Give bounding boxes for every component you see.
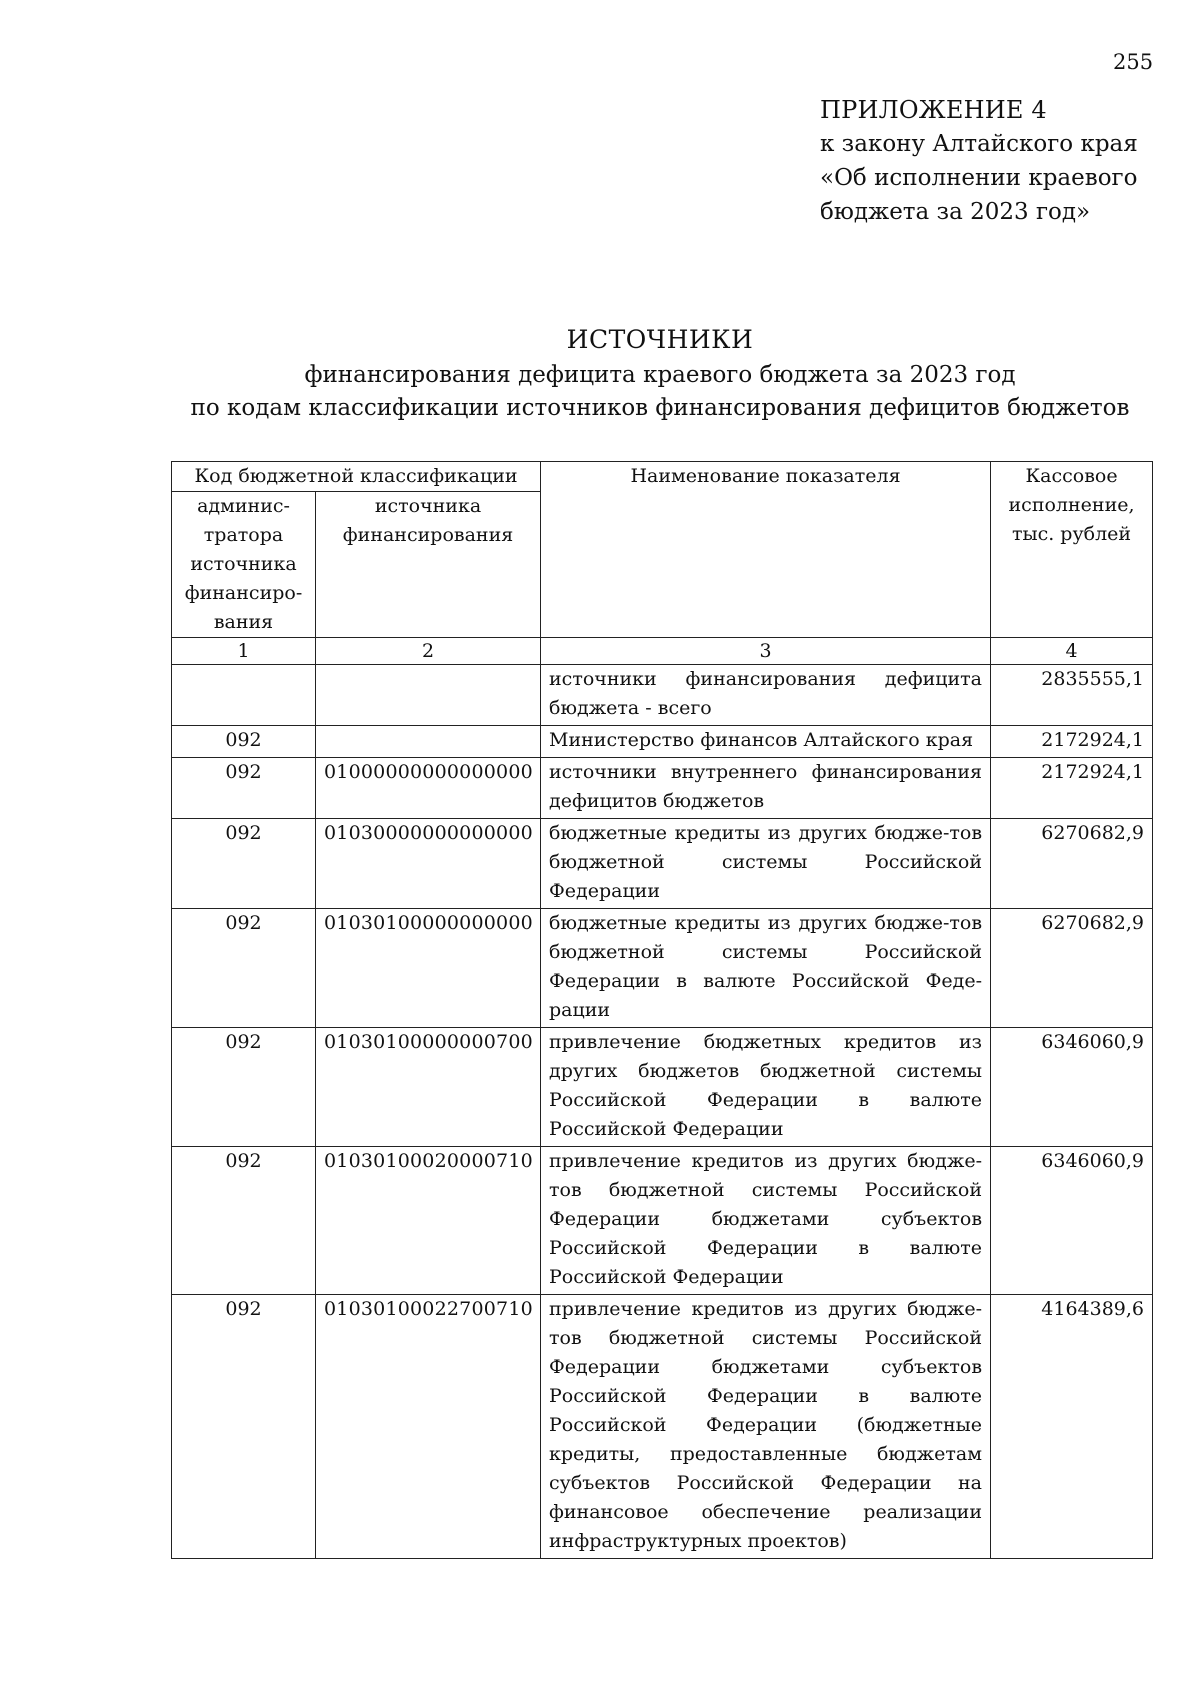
table-row <box>172 665 1153 726</box>
source-code-cell: 01030100020000710 <box>316 1147 541 1295</box>
admin-code-cell: 092 <box>172 726 316 758</box>
document-subtitle: финансирования дефицита краевого бюджета за 2023 год <box>304 362 1016 388</box>
indicator-name-cell: источники финансирования дефицита бюджета - всего <box>541 665 991 726</box>
indicator-name-cell: источники внутреннего финансирования дефицитов бюджетов <box>541 758 991 819</box>
amount-cell: 6270682,9 <box>991 909 1153 1028</box>
table-row <box>172 726 1153 758</box>
appendix-title: ПРИЛОЖЕНИЕ 4 <box>820 96 1047 124</box>
amount-cell: 6346060,9 <box>991 1147 1153 1295</box>
amount-cell: 2835555,1 <box>991 665 1153 726</box>
header-sum: Кассовое исполнение, тыс. рублей <box>991 462 1153 638</box>
sources-table <box>171 461 1153 1559</box>
source-code-cell: 01030100000000000 <box>316 909 541 1028</box>
indicator-name-cell: бюджетные кредиты из других бюдже-тов бюджетной системы Российской Федерации в валюте Российской Феде-рации <box>541 909 991 1028</box>
column-number: 4 <box>991 638 1153 665</box>
amount-cell: 4164389,6 <box>991 1295 1153 1559</box>
amount-cell: 2172924,1 <box>991 758 1153 819</box>
header-admin: админис-тратора источника финансиро-вания <box>172 492 316 638</box>
appendix-line: бюджета за 2023 год» <box>820 199 1091 225</box>
indicator-name-cell: привлечение кредитов из других бюдже-тов бюджетной системы Российской Федерации бюджетами субъектов Российской Федерации в валюте Российской Федерации <box>541 1147 991 1295</box>
appendix-line: «Об исполнении краевого <box>820 165 1138 191</box>
column-number: 3 <box>541 638 991 665</box>
admin-code-cell: 092 <box>172 1295 316 1559</box>
admin-code-cell: 092 <box>172 819 316 909</box>
admin-code-cell: 092 <box>172 1147 316 1295</box>
indicator-name-cell: бюджетные кредиты из других бюдже-тов бюджетной системы Российской Федерации <box>541 819 991 909</box>
header-name: Наименование показателя <box>541 462 991 638</box>
appendix-line: к закону Алтайского края <box>820 131 1138 157</box>
source-code-cell: 01000000000000000 <box>316 758 541 819</box>
amount-cell: 6270682,9 <box>991 819 1153 909</box>
amount-cell: 2172924,1 <box>991 726 1153 758</box>
document-title-block <box>160 323 1160 425</box>
table-row <box>172 1147 1153 1295</box>
source-code-cell <box>316 726 541 758</box>
source-code-cell: 01030100000000700 <box>316 1028 541 1147</box>
source-code-cell: 01030100022700710 <box>316 1295 541 1559</box>
indicator-name-cell: Министерство финансов Алтайского края <box>541 726 991 758</box>
indicator-name-cell: привлечение кредитов из других бюдже-тов бюджетной системы Российской Федерации бюджетами субъектов Российской Федерации в валюте Российской Федерации (бюджетные кредиты, предоставленные бюджетам субъектов Российской Федерации на финансовое обеспечение реализации инфраструктурных проектов) <box>541 1295 991 1559</box>
source-code-cell: 01030000000000000 <box>316 819 541 909</box>
column-number: 1 <box>172 638 316 665</box>
admin-code-cell: 092 <box>172 1028 316 1147</box>
appendix-block <box>820 93 1180 229</box>
header-source: источника финансирования <box>316 492 541 638</box>
page-number: 255 <box>1113 50 1154 74</box>
table-row <box>172 758 1153 819</box>
source-code-cell <box>316 665 541 726</box>
admin-code-cell <box>172 665 316 726</box>
amount-cell: 6346060,9 <box>991 1028 1153 1147</box>
table-row <box>172 1295 1153 1559</box>
table-row <box>172 909 1153 1028</box>
column-number: 2 <box>316 638 541 665</box>
admin-code-cell: 092 <box>172 909 316 1028</box>
indicator-name-cell: привлечение бюджетных кредитов из других бюджетов бюджетной системы Российской Федерации в валюте Российской Федерации <box>541 1028 991 1147</box>
document-title: ИСТОЧНИКИ <box>566 325 754 354</box>
table-row <box>172 1028 1153 1147</box>
document-subtitle: по кодам классификации источников финансирования дефицитов бюджетов <box>190 395 1130 421</box>
header-code-group: Код бюджетной классификации <box>172 462 541 492</box>
admin-code-cell: 092 <box>172 758 316 819</box>
table-row <box>172 819 1153 909</box>
